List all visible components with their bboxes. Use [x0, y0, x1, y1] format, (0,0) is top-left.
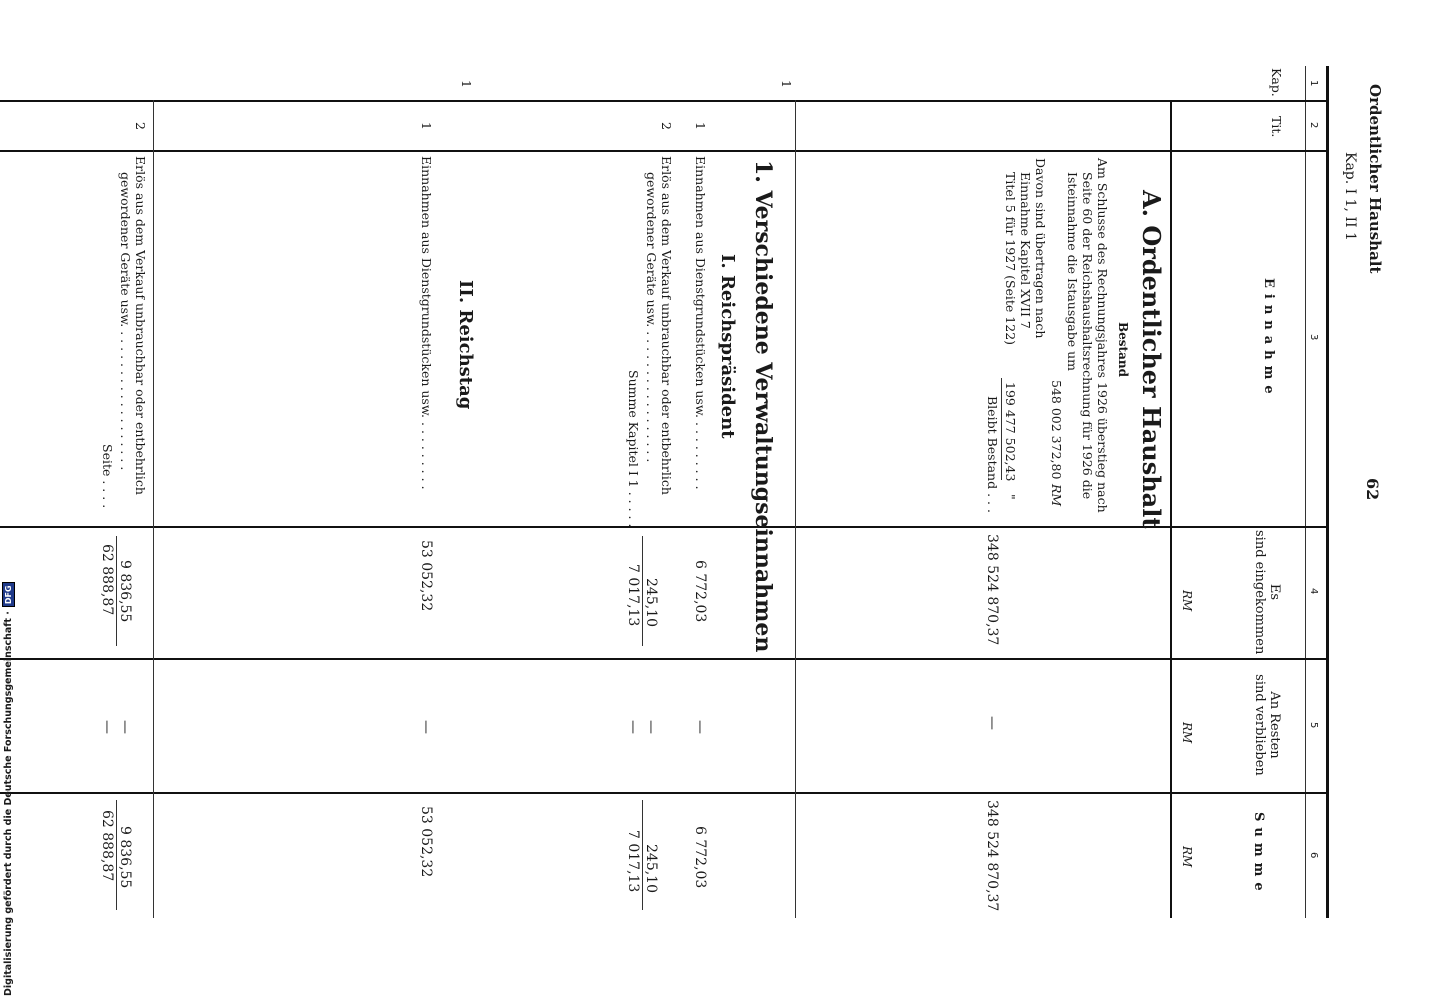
bestand-line-4: Davon sind übertragen nach [1033, 158, 1048, 339]
colhead-eingekommen-line1: Es [1267, 583, 1282, 601]
section-a-title: A. Ordentlicher Haushalt [1137, 190, 1166, 529]
bestand-reste: — [984, 716, 1000, 730]
sub-i-row-1-text: Einnahmen aus Dienstgrundstücken usw. . . . . . . . . . [693, 156, 708, 490]
colhead-reste-line2: sind verblieben [1252, 674, 1267, 776]
sub-ii-row-2-text-1: Erlös aus dem Verkauf unbrauchbar oder entbehrlich [133, 156, 148, 495]
sub-i-row-2-reste: — [643, 720, 659, 734]
sub-ii-row-1-reste: — [418, 720, 434, 734]
colhead-reste-line1: An Resten [1267, 691, 1282, 759]
colhead-reste [1252, 662, 1282, 788]
colhead-summe: Summe [1251, 812, 1266, 897]
bestand-underline [1001, 378, 1002, 480]
sub-ii-row-2-tit: 2 [133, 122, 148, 130]
bestand-amount-2: 199 477 502,43 [1003, 382, 1018, 482]
colhead-einnahme: Einnahme [1261, 278, 1276, 400]
rule-eingekommen-reste [0, 658, 1329, 660]
sub-i-summe-reste: — [625, 720, 641, 734]
bestand-amount-2-unit: " [1003, 494, 1018, 500]
sub-ii-row-2-text-2: gewordener Geräte usw. . . . . . . . . . . . . . . . . . . [118, 172, 133, 471]
bestand-heading: Bestand [1116, 322, 1130, 377]
sub-ii-kap-number: 1 [459, 80, 474, 88]
colnum-3: 3 [1308, 334, 1319, 341]
colhead-eingekommen-line2: sind eingekommen [1252, 530, 1267, 655]
sub-ii-row-1-summe: 53 052,32 [418, 806, 434, 878]
seite-reste: — [99, 720, 115, 734]
section-1-top-rule [795, 100, 796, 918]
sub-i-row-1-eingekommen: 6 772,03 [692, 560, 708, 623]
unit-eingekommen: RM [1180, 590, 1194, 612]
colnum-5: 5 [1308, 722, 1319, 729]
sub-ii-seite-rule-a [116, 536, 117, 646]
sub-ii-row-2-top-rule [153, 100, 154, 918]
sub-ii-title: II. Reichstag [455, 280, 476, 410]
colhead-eingekommen [1252, 530, 1282, 654]
page-number: 62 [1363, 478, 1382, 501]
credit-text: Digitalisierung gefördert durch die Deutsche Forschungsgemeinschaft · [3, 611, 14, 996]
colnum-4: 4 [1308, 588, 1319, 595]
bestand-line-6: Titel 5 für 1927 (Seite 122) [1003, 172, 1018, 346]
colnum-6: 6 [1308, 852, 1319, 859]
sub-ii-seite-rule-b [116, 800, 117, 910]
sub-i-row-1-reste: — [692, 720, 708, 734]
sub-i-summe-label: Summe Kapitel I 1 . . . . . [626, 370, 641, 528]
colhead-tit: Tit. [1269, 116, 1284, 138]
sub-i-row-2-summe: 245,10 [643, 844, 659, 893]
sub-i-row-2-eingekommen: 245,10 [643, 578, 659, 627]
table-top-rule [1326, 66, 1329, 918]
colhead-kap: Kap. [1269, 68, 1284, 97]
bleibt-bestand-label: Bleibt Bestand . . . [985, 396, 1000, 513]
sub-ii-row-2-summe: 9 836,55 [117, 826, 133, 889]
bestand-eingekommen: 348 524 870,37 [984, 534, 1000, 646]
rule-kap-tit [0, 100, 1329, 102]
sub-i-title: I. Reichspräsident [717, 254, 738, 439]
rule-reste-summe [0, 792, 1329, 794]
rule-tit-einnahme [0, 150, 1329, 152]
bestand-amount-1: 548 002 372,80 [1049, 380, 1064, 480]
header-bottom-rule [1170, 100, 1172, 918]
sub-i-summe-eingekommen: 7 017,13 [625, 564, 641, 627]
bestand-summe: 348 524 870,37 [984, 800, 1000, 912]
sub-ii-row-1-tit: 1 [419, 122, 434, 130]
seite-summe: 62 888,87 [99, 810, 115, 882]
unit-reste: RM [1180, 722, 1194, 744]
colnum-1: 1 [1308, 80, 1319, 87]
sub-i-row-2-text-2: gewordener Geräte usw. . . . . . . . . . . . . . . . . . [644, 172, 659, 463]
rule-einnahme-eingekommen [0, 526, 1329, 528]
seite-eingekommen: 62 888,87 [99, 544, 115, 616]
unit-summe: RM [1180, 846, 1194, 868]
sub-i-sum-rule-b [642, 800, 643, 910]
sub-i-row-2-text-1: Erlös aus dem Verkauf unbrauchbar oder entbehrlich [659, 156, 674, 495]
colnum-2: 2 [1308, 122, 1319, 129]
bestand-line-2: Seite 60 der Reichshaushaltsrechnung für 1926 die [1080, 172, 1095, 500]
sub-i-summe-summe: 7 017,13 [625, 830, 641, 893]
seite-label: Seite . . . . [100, 444, 115, 509]
bestand-line-3: Isteinnahme die Istausgabe um [1065, 172, 1080, 371]
column-number-rule [1305, 66, 1306, 918]
bestand-amount-1-unit: RM [1049, 484, 1064, 507]
sub-i-row-2-tit: 2 [659, 122, 674, 130]
sub-ii-row-1-eingekommen: 53 052,32 [418, 540, 434, 612]
sub-ii-row-2-eingekommen: 9 836,55 [117, 560, 133, 623]
sub-i-row-1-summe: 6 772,03 [692, 826, 708, 889]
section-1-title: 1. Verschiedene Verwaltungseinnahmen [750, 160, 776, 653]
digitization-credit [2, 582, 15, 996]
running-header-title: Ordentlicher Haushalt [1366, 84, 1384, 274]
section-1-kap-number: 1 [779, 80, 794, 88]
dfg-logo: DFG [2, 582, 15, 607]
sub-i-row-1-tit: 1 [693, 122, 708, 130]
running-header-subtitle: Kap. I 1, II 1 [1342, 152, 1358, 241]
sub-ii-row-1-text: Einnahmen aus Dienstgrundstücken usw. . . . . . . . . . [419, 156, 434, 490]
sub-i-sum-rule-a [642, 536, 643, 646]
bestand-line-5: Einnahme Kapitel XVII 7 [1018, 172, 1033, 329]
bestand-line-1: Am Schlusse des Rechnungsjahres 1926 überstieg nach [1095, 158, 1110, 513]
sub-ii-row-2-reste: — [117, 720, 133, 734]
